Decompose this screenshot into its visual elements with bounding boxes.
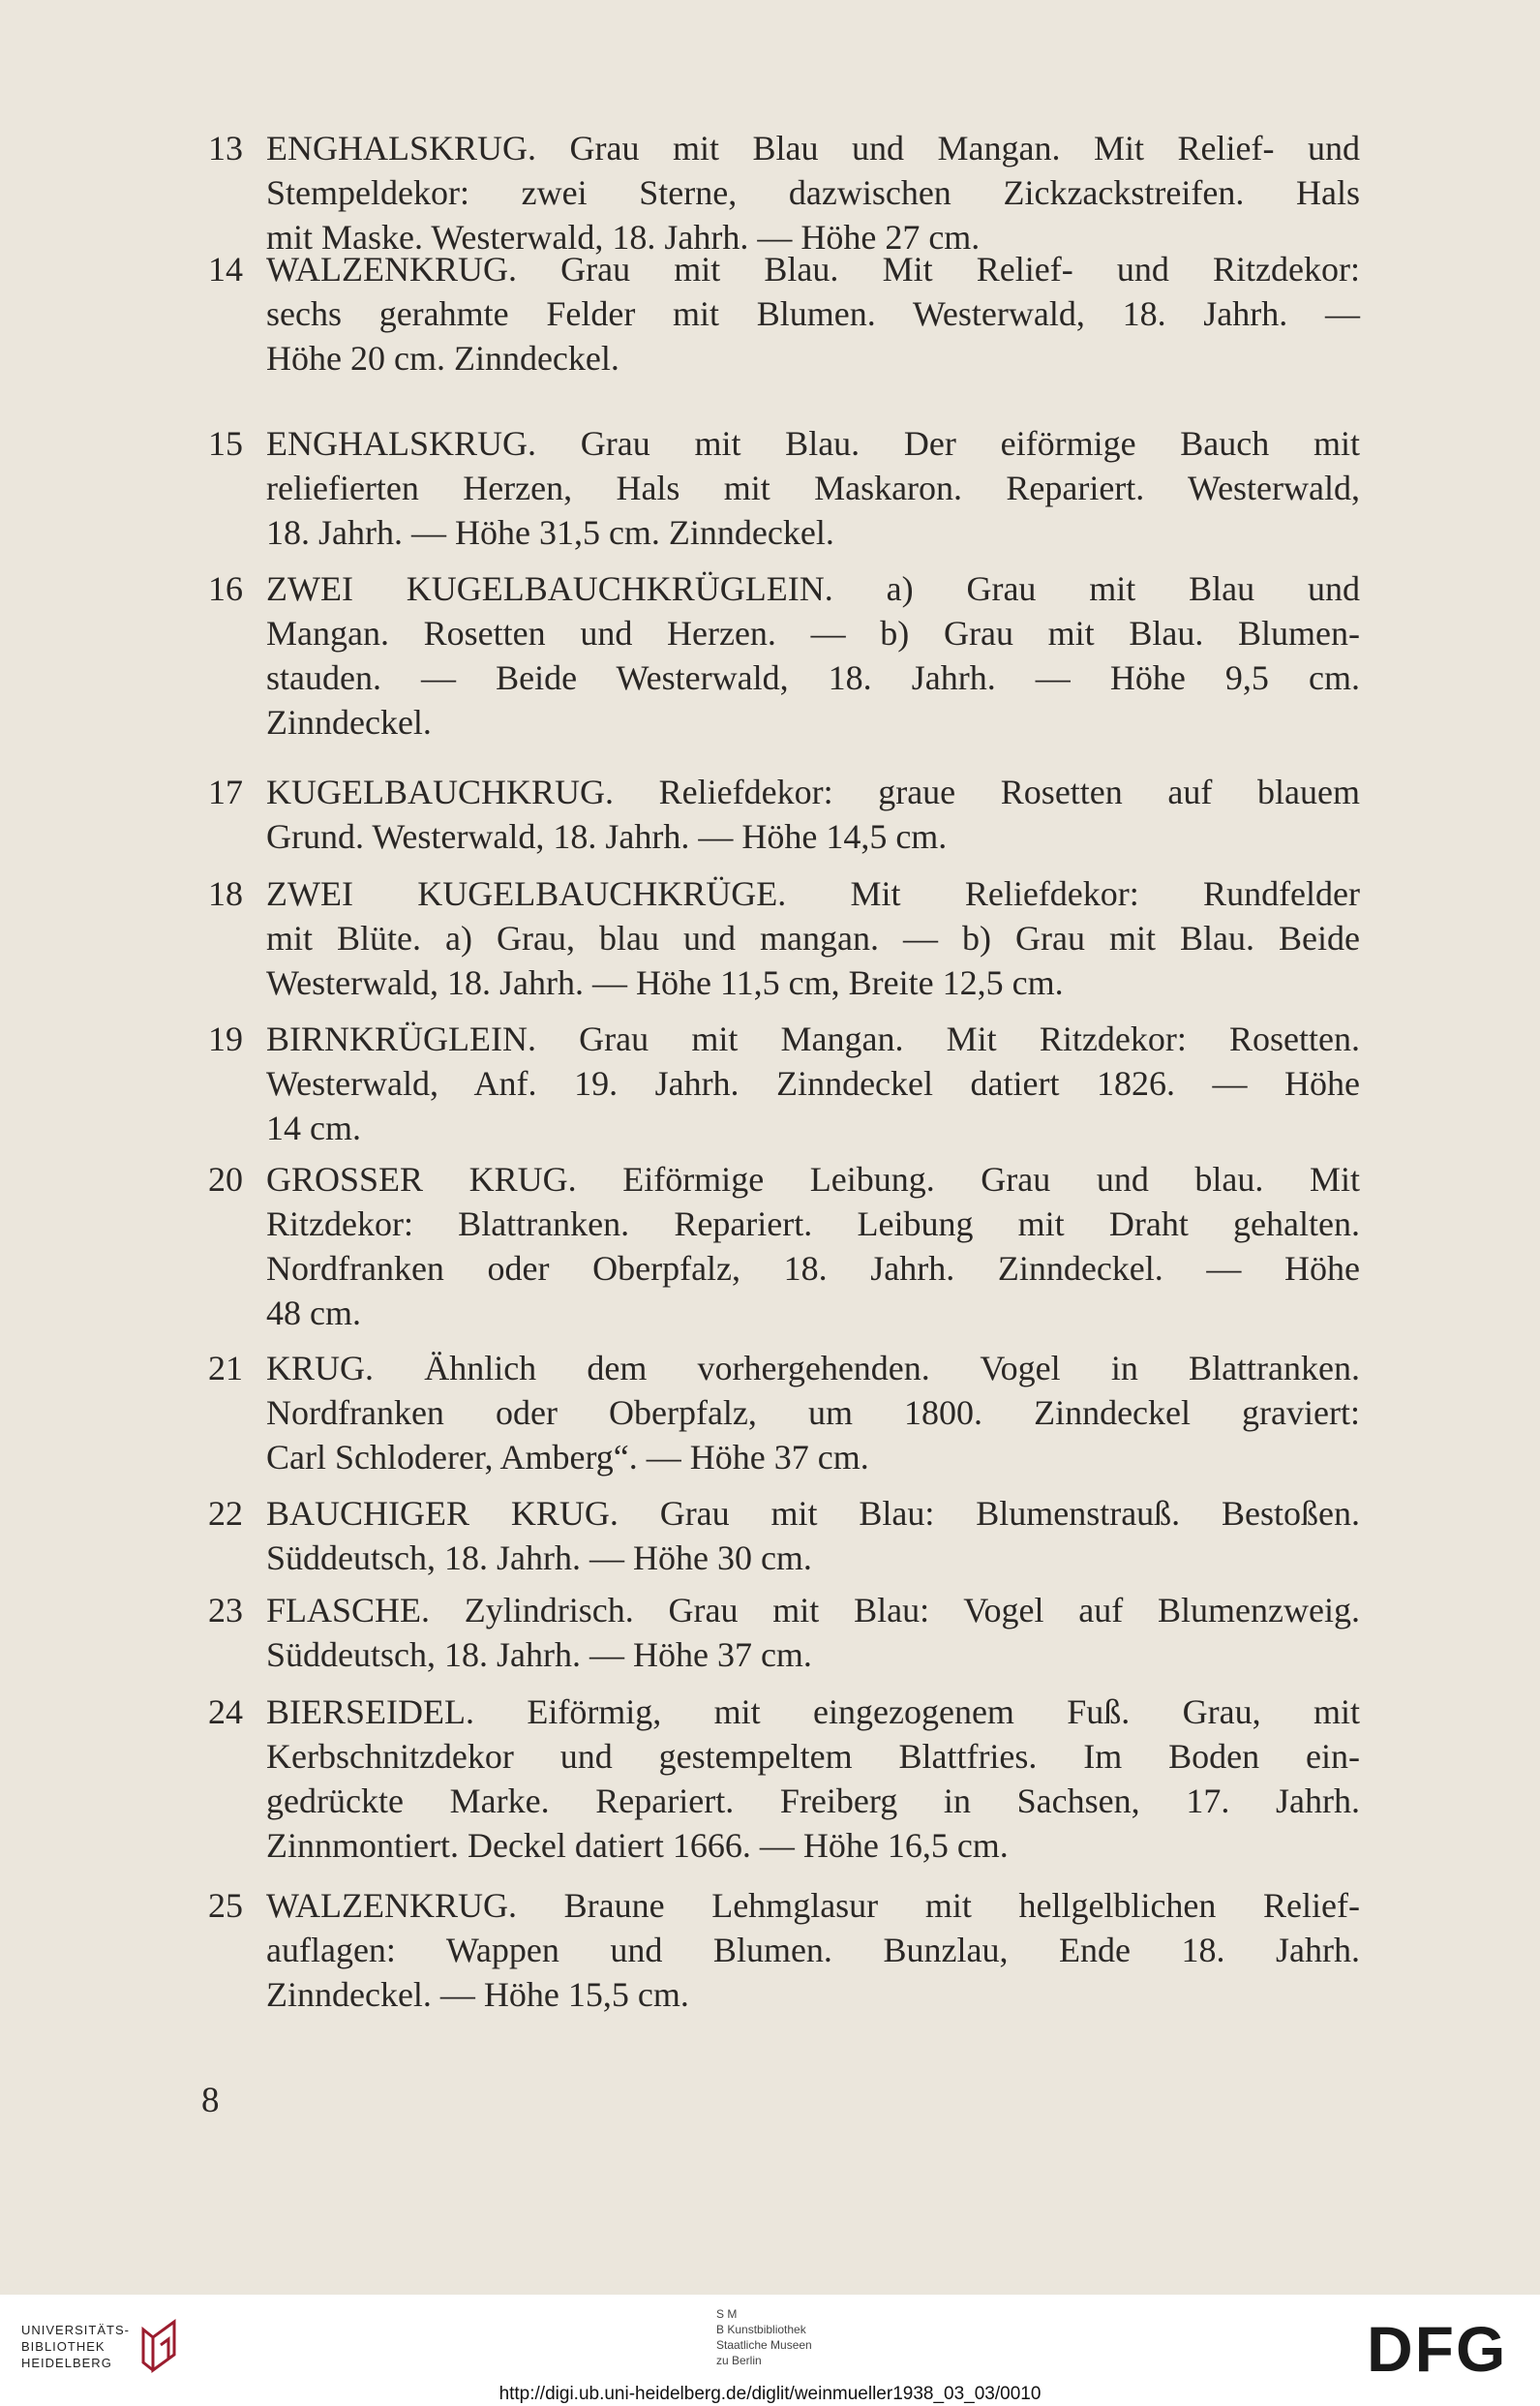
entry-line: ZWEI KUGELBAUCHKRÜGE. Mit Reliefdekor: Rundfelder — [266, 874, 1360, 913]
entry-line: 48 cm. — [266, 1294, 361, 1332]
entry-number: 16 — [208, 569, 243, 608]
entry-text — [266, 871, 1360, 1005]
entry-number: 13 — [208, 129, 243, 168]
entry-line: BIERSEIDEL. Eiförmig, mit eingezogenem Fuß. Grau, mit — [266, 1692, 1360, 1731]
library-stamp — [716, 2306, 812, 2368]
entry-number: 25 — [208, 1886, 243, 1925]
entry-text — [266, 1883, 1360, 2017]
entry-line: Mangan. Rosetten und Herzen. — b) Grau mit Blau. Blumen- — [266, 614, 1360, 653]
dfg-logo: DFG — [1367, 2313, 1508, 2385]
entry-number: 23 — [208, 1591, 243, 1629]
entry-line: auflagen: Wappen und Blumen. Bunzlau, Ende 18. Jahrh. — [266, 1931, 1360, 1969]
university-logo-icon — [136, 2316, 190, 2378]
entry-line: Süddeutsch, 18. Jahrh. — Höhe 37 cm. — [266, 1635, 812, 1674]
university-line: UNIVERSITÄTS- — [21, 2323, 130, 2337]
entry-text — [266, 566, 1360, 745]
entry-line: Kerbschnitzdekor und gestempeltem Blattfries. Im Boden ein- — [266, 1737, 1360, 1776]
entry-line: reliefierten Herzen, Hals mit Maskaron. Repariert. Westerwald, — [266, 469, 1360, 507]
entry-line: ZWEI KUGELBAUCHKRÜGLEIN. a) Grau mit Blau und — [266, 569, 1360, 608]
entry-line: mit Blüte. a) Grau, blau und mangan. — b) Grau mit Blau. Beide — [266, 919, 1360, 958]
entry-text — [266, 1346, 1360, 1479]
entry-text — [266, 1690, 1360, 1868]
library-line: B Kunstbibliothek — [716, 2323, 806, 2336]
entry-line: ENGHALSKRUG. Grau mit Blau. Der eiförmige Bauch mit — [266, 424, 1360, 463]
university-library-name — [21, 2322, 130, 2371]
entry-line: Süddeutsch, 18. Jahrh. — Höhe 30 cm. — [266, 1538, 812, 1577]
entry-text — [266, 770, 1360, 859]
entry-line: KUGELBAUCHKRUG. Reliefdekor: graue Rosetten auf blauem — [266, 773, 1360, 811]
entry-line: Zinnmontiert. Deckel datiert 1666. — Höhe 16,5 cm. — [266, 1826, 1009, 1865]
entry-line: Nordfranken oder Oberpfalz, um 1800. Zinndeckel graviert: — [266, 1393, 1360, 1432]
entry-line: mit Maske. Westerwald, 18. Jahrh. — Höhe 27 cm. — [266, 218, 981, 257]
entry-number: 14 — [208, 250, 243, 289]
permalink[interactable]: http://digi.ub.uni-heidelberg.de/diglit/weinmueller1938_03_03/0010 — [498, 2384, 1042, 2404]
entry-line: 14 cm. — [266, 1109, 361, 1147]
entry-number: 18 — [208, 874, 243, 913]
entry-text — [266, 421, 1360, 555]
entry-line: WALZENKRUG. Grau mit Blau. Mit Relief- und Ritzdekor: — [266, 250, 1360, 289]
library-line: zu Berlin — [716, 2354, 762, 2367]
entry-number: 21 — [208, 1349, 243, 1387]
entry-line: KRUG. Ähnlich dem vorhergehenden. Vogel in Blattranken. — [266, 1349, 1360, 1387]
university-line: BIBLIOTHEK — [21, 2339, 106, 2354]
entry-number: 17 — [208, 773, 243, 811]
entry-text — [266, 1017, 1360, 1150]
digitization-footer — [0, 2295, 1540, 2406]
entry-line: stauden. — Beide Westerwald, 18. Jahrh. — Höhe 9,5 cm. — [266, 658, 1360, 697]
entry-line: Carl Schloderer, Amberg“. — Höhe 37 cm. — [266, 1438, 869, 1477]
entry-number: 24 — [208, 1692, 243, 1731]
entry-number: 22 — [208, 1494, 243, 1533]
entry-line: ENGHALSKRUG. Grau mit Blau und Mangan. Mit Relief- und — [266, 129, 1360, 168]
entry-text — [266, 1588, 1360, 1677]
entry-line: Ritzdekor: Blattranken. Repariert. Leibung mit Draht gehalten. — [266, 1204, 1360, 1243]
entry-line: 18. Jahrh. — Höhe 31,5 cm. Zinndeckel. — [266, 513, 834, 552]
library-line: Staatliche Museen — [716, 2338, 812, 2352]
entry-line: Zinndeckel. — Höhe 15,5 cm. — [266, 1975, 689, 2014]
library-line: S M — [716, 2307, 738, 2321]
entry-text — [266, 1491, 1360, 1580]
entry-line: Nordfranken oder Oberpfalz, 18. Jahrh. Zinndeckel. — Höhe — [266, 1249, 1360, 1288]
entry-line: gedrückte Marke. Repariert. Freiberg in Sachsen, 17. Jahrh. — [266, 1782, 1360, 1820]
entry-line: WALZENKRUG. Braune Lehmglasur mit hellgelblichen Relief- — [266, 1886, 1360, 1925]
entry-line: Grund. Westerwald, 18. Jahrh. — Höhe 14,5 cm. — [266, 817, 948, 856]
university-line: HEIDELBERG — [21, 2356, 112, 2370]
entry-number: 19 — [208, 1020, 243, 1058]
entry-text — [266, 126, 1360, 259]
entry-line: Westerwald, Anf. 19. Jahrh. Zinndeckel datiert 1826. — Höhe — [266, 1064, 1360, 1103]
entry-line: Westerwald, 18. Jahrh. — Höhe 11,5 cm, Breite 12,5 cm. — [266, 963, 1064, 1002]
entry-number: 20 — [208, 1160, 243, 1199]
entry-line: Stempeldekor: zwei Sterne, dazwischen Zickzackstreifen. Hals — [266, 173, 1360, 212]
entry-number: 15 — [208, 424, 243, 463]
entry-line: sechs gerahmte Felder mit Blumen. Westerwald, 18. Jahrh. — — [266, 294, 1360, 333]
entry-text — [266, 247, 1360, 381]
entry-line: Höhe 20 cm. Zinndeckel. — [266, 339, 619, 378]
entry-line: BAUCHIGER KRUG. Grau mit Blau: Blumenstrauß. Bestoßen. — [266, 1494, 1360, 1533]
entry-text — [266, 1157, 1360, 1335]
entry-line: Zinndeckel. — [266, 703, 432, 742]
page-number: 8 — [201, 2081, 220, 2120]
entry-line: GROSSER KRUG. Eiförmige Leibung. Grau und blau. Mit — [266, 1160, 1360, 1199]
entry-line: FLASCHE. Zylindrisch. Grau mit Blau: Vogel auf Blumenzweig. — [266, 1591, 1360, 1629]
entry-line: BIRNKRÜGLEIN. Grau mit Mangan. Mit Ritzdekor: Rosetten. — [266, 1020, 1360, 1058]
